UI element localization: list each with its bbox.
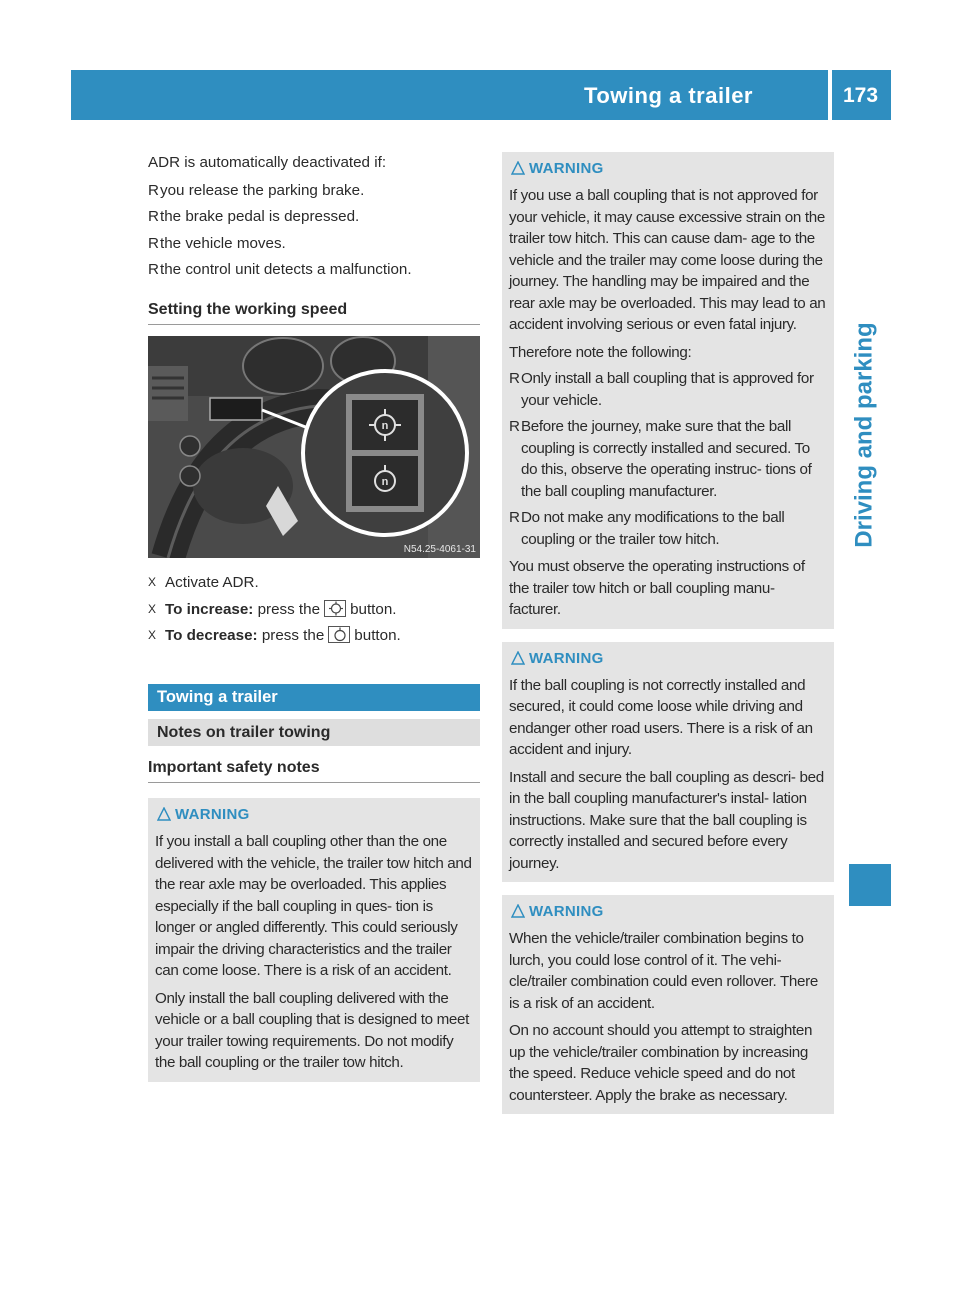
- speed-heading: Setting the working speed: [148, 299, 480, 326]
- warning-box: WARNING When the vehicle/trailer combination begins to lurch, you could lose control of it. The vehi- cle/trailer combination could even rollover. There is a risk of an accident. On no account should you attempt to straighten up the vehicle/trailer combination by increasing the speed. Reduce vehicle speed and do not countersteer. Apply the brake as necessary.: [502, 895, 834, 1114]
- steering-wheel-illustration: [148, 336, 480, 558]
- section-title: Towing a trailer: [148, 684, 480, 711]
- header-title: Towing a trailer: [584, 83, 753, 108]
- figure-code: N54.25-4061-31: [403, 544, 476, 555]
- warning-box: WARNING If you install a ball coupling other than the one delivered with the vehicle, the trailer tow hitch and the rear axle may be overloaded. This applies especially if the ball coupling in ques- tion is longer or angled differently. This could seriously impair the driving characteristics and the trailer can come loose. There is a risk of an accident. Only install the ball coupling delivered with the vehicle or a ball coupling that is designed to meet your trailer towing requirements. Do not modify the ball coupling or the trailer tow hitch.: [148, 798, 480, 1082]
- warning-triangle-icon: [511, 904, 525, 918]
- page-header: [71, 70, 891, 120]
- warning-box: WARNING If the ball coupling is not correctly installed and secured, it could come loose while driving and endanger other road users. There is a risk of an accident and injury. Install and secure the ball coupling as descri- bed in the ball coupling manufacturer's instal- lation instructions. Make sure that the ball coupling is correctly installed and secured before every journey.: [502, 642, 834, 883]
- svg-text:n: n: [381, 476, 389, 488]
- instruction-step: X To decrease: press the button.: [148, 627, 401, 644]
- warning-text: If the ball coupling is not correctly installed and secured, it could come loose while driving and endanger other road users. There is a risk of an accident and injury.: [509, 676, 813, 758]
- warning-text: When the vehicle/trailer combination begins to lurch, you could lose control of it. The vehi- cle/trailer combination could even rollover. There is a risk of an accident.: [509, 930, 818, 1012]
- chapter-tab: [836, 120, 891, 890]
- instruction-step: X To increase: press the button.: [148, 600, 397, 618]
- right-column: [502, 152, 834, 1114]
- list-item: R Before the journey, make sure that the ball coupling is correctly installed and secured. To do this, observe the operating instruc- tions of the ball coupling manufacturer.: [509, 418, 812, 500]
- warning-text: Install and secure the ball coupling as descri- bed in the ball coupling manufacturer's instal- lation instructions. Make sure that the ball coupling is correctly installed and secured before every journey.: [509, 768, 824, 872]
- safety-heading: Important safety notes: [148, 757, 480, 784]
- left-column: [148, 152, 480, 1082]
- list-item: R you release the parking brake.: [148, 181, 365, 199]
- warning-triangle-icon: [511, 651, 525, 665]
- warning-text: On no account should you attempt to straighten up the vehicle/trailer combination by increasing the speed. Reduce vehicle speed and do not countersteer. Apply the brake as necessary.: [509, 1022, 813, 1104]
- subsection-title: Notes on trailer towing: [148, 719, 480, 746]
- list-item: R the vehicle moves.: [148, 234, 286, 252]
- page-number: 173: [843, 84, 879, 107]
- header-divider: [828, 70, 832, 120]
- warning-text: You must observe the operating instructions of the trailer tow hitch or ball coupling manu- facturer.: [509, 558, 805, 618]
- list-item: R Do not make any modifications to the ball coupling or the trailer tow hitch.: [509, 509, 785, 548]
- steering-wheel-figure: [148, 336, 480, 558]
- svg-text:n: n: [381, 420, 389, 432]
- chapter-marker: [849, 864, 891, 906]
- warning-text: If you install a ball coupling other than the one delivered with the vehicle, the trailer tow hitch and the rear axle may be overloaded. This applies especially if the ball coupling in ques- tion is longer or angled differently. This could seriously impair the driving characteristics and the trailer can come loose. There is a risk of an accident.: [155, 833, 472, 979]
- list-item: R Only install a ball coupling that is approved for your vehicle.: [509, 370, 814, 409]
- deactivation-intro: ADR is automatically deactivated if:: [148, 154, 387, 171]
- warning-text: If you use a ball coupling that is not approved for your vehicle, it may cause excessive strain on the trailer tow hitch. This can cause dam- age to the vehicle and the trailer may come loose during the journey. The handling may be impaired and the rear axle may be overloaded. This may lead to an accident involving serious or even fatal injury.: [509, 187, 826, 333]
- list-item: R the control unit detects a malfunction.: [148, 261, 412, 278]
- adr-decrease-icon: [328, 626, 350, 643]
- list-item: R the brake pedal is depressed.: [148, 208, 360, 225]
- adr-increase-icon: [324, 600, 346, 617]
- chapter-label: Driving and parking: [849, 322, 877, 548]
- instruction-step: X Activate ADR.: [148, 574, 259, 591]
- warning-box: WARNING If you use a ball coupling that is not approved for your vehicle, it may cause excessive strain on the trailer tow hitch. This can cause dam- age to the vehicle and the trailer may come loose during the journey. The handling may be impaired and the rear axle may be overloaded. This may lead to an accident involving serious or even fatal injury. Therefore note the following: R Only install a ball coupling that is approved for your vehicle. R Before the journey, make sure that the ball coupling is correctly installed and secured. To do this, observe the operating instruc- tions of the ball coupling manufacturer. R Do not make any modifications to the ball coupling or the trailer tow hitch. You must observe the operating instructions of the trailer tow hitch or ball coupling manu- facturer.: [502, 152, 834, 629]
- warning-triangle-icon: [157, 807, 171, 821]
- warning-triangle-icon: [511, 161, 525, 175]
- warning-text: Therefore note the following:: [509, 343, 692, 361]
- warning-text: Only install the ball coupling delivered with the vehicle or a ball coupling that is designed to meet your trailer towing requirements. Do not modify the ball coupling or the trailer tow hitch.: [155, 989, 469, 1071]
